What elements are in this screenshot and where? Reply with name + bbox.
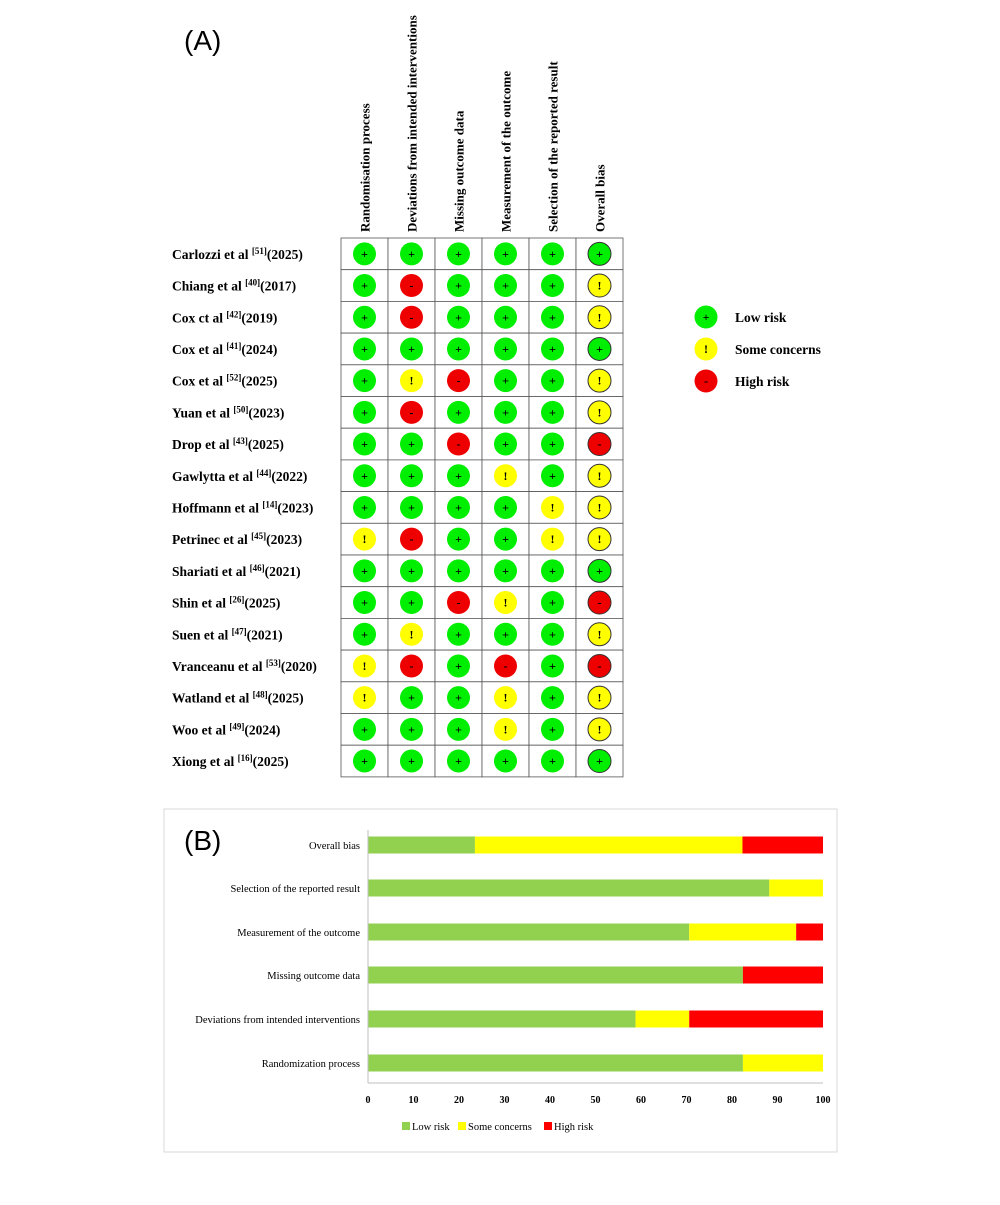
study-label: Drop et al [43](2025) [172, 436, 284, 453]
study-label: Gawlytta et al [44](2022) [172, 467, 308, 484]
rating-symbol: + [596, 563, 603, 578]
rating-symbol: + [408, 754, 415, 769]
rating-symbol: + [361, 722, 368, 737]
rating-symbol: + [361, 373, 368, 388]
rating-symbol: + [408, 722, 415, 737]
legend-swatch [458, 1122, 466, 1130]
rating-symbol: + [408, 468, 415, 483]
bar-segment [475, 837, 743, 854]
category-label: Missing outcome data [267, 971, 360, 982]
legend-label: Some concerns [468, 1122, 532, 1133]
rating-symbol: + [455, 658, 462, 673]
study-label: Cox et al [52](2025) [172, 372, 278, 389]
bar-segment [796, 924, 823, 941]
x-tick-label: 50 [590, 1095, 601, 1106]
rating-symbol: + [455, 278, 462, 293]
rating-symbol: ! [362, 690, 367, 705]
rating-symbol: + [549, 341, 556, 356]
x-tick-label: 80 [727, 1095, 737, 1106]
rating-symbol: + [502, 246, 509, 261]
study-label: Woo et al [49](2024) [172, 721, 281, 738]
rating-symbol: ! [550, 532, 555, 547]
category-label: Overall bias [308, 841, 360, 852]
study-label: Vranceanu et al [53](2020) [172, 657, 317, 674]
rating-symbol: + [549, 658, 556, 673]
chart-legend [402, 1122, 594, 1133]
rating-symbol: + [549, 373, 556, 388]
rating-symbol: + [502, 310, 509, 325]
rating-symbol: + [549, 437, 556, 452]
bar-segment [769, 880, 823, 897]
rating-symbol: ! [597, 278, 602, 293]
rating-symbol: + [361, 278, 368, 293]
rating-symbol: + [361, 468, 368, 483]
study-label: Cox ct al [42](2019) [172, 309, 278, 326]
rating-symbol: - [456, 595, 461, 610]
bar-segment [368, 924, 689, 941]
rating-symbol: ! [503, 722, 508, 737]
legend-label: Low risk [735, 310, 787, 325]
study-label: Petrinec et al [45](2023) [172, 531, 303, 548]
bar-segment [368, 837, 475, 854]
legend-label: Low risk [412, 1122, 450, 1133]
rating-symbol: + [549, 405, 556, 420]
rating-symbol: ! [597, 722, 602, 737]
rating-symbol: - [409, 310, 414, 325]
domain-header: Randomisation process [357, 103, 373, 232]
rating-symbol: + [455, 754, 462, 769]
domain-header: Deviations from intended interventions [404, 15, 420, 232]
rating-grid [341, 238, 623, 777]
x-tick-label: 60 [636, 1095, 646, 1106]
rating-symbol: ! [597, 405, 602, 420]
rating-symbol: + [502, 563, 509, 578]
rating-symbol: ! [597, 310, 602, 325]
rating-symbol: - [409, 405, 414, 420]
rating-symbol: + [549, 278, 556, 293]
rating-symbol: + [455, 246, 462, 261]
rating-symbol: + [455, 468, 462, 483]
x-tick-label: 40 [545, 1095, 555, 1106]
rating-symbol: + [361, 754, 368, 769]
rating-symbol: ! [597, 627, 602, 642]
rating-symbol: + [455, 563, 462, 578]
rating-symbol: + [502, 754, 509, 769]
rating-symbol: + [408, 246, 415, 261]
rating-symbol: + [361, 595, 368, 610]
study-label: Carlozzi et al [51](2025) [172, 245, 303, 262]
panel-a-label: (A) [184, 25, 222, 56]
legend-label: High risk [554, 1122, 594, 1133]
rating-symbol: + [361, 500, 368, 515]
rating-symbol: - [597, 658, 602, 673]
rating-symbol: - [409, 658, 414, 673]
rating-symbol: + [361, 627, 368, 642]
category-label: Measurement of the outcome [237, 928, 360, 939]
rating-symbol: + [502, 405, 509, 420]
rating-symbol: + [455, 690, 462, 705]
rating-symbol: + [361, 310, 368, 325]
bar-segment [689, 1011, 823, 1028]
rating-symbol: ! [550, 500, 555, 515]
x-tick-label: 30 [499, 1095, 510, 1106]
rating-symbol: ! [597, 373, 602, 388]
rating-symbol: + [502, 627, 509, 642]
rating-symbol: + [408, 500, 415, 515]
domain-header: Measurement of the outcome [498, 70, 514, 232]
domain-header: Overall bias [592, 164, 608, 232]
rating-symbol: + [361, 246, 368, 261]
legend-label: Some concerns [735, 342, 821, 357]
rating-symbol: + [549, 468, 556, 483]
study-label: Suen et al [47](2021) [172, 626, 283, 643]
category-label: Deviations from intended interventions [195, 1015, 360, 1026]
category-label: Selection of the reported result [230, 884, 360, 895]
rating-symbol: ! [362, 658, 367, 673]
rating-symbol: + [596, 341, 603, 356]
bar-segment [636, 1011, 690, 1028]
rating-symbol: + [502, 437, 509, 452]
legend-symbol: - [704, 374, 708, 388]
rating-symbol: ! [409, 627, 414, 642]
study-label: Shariati et al [46](2021) [172, 562, 301, 579]
domain-headers [358, 15, 608, 232]
rating-symbol: + [361, 437, 368, 452]
rating-symbol: + [455, 405, 462, 420]
bar-segment [689, 924, 796, 941]
study-label: Chiang et al [40](2017) [172, 277, 297, 294]
bar-segment [368, 967, 743, 984]
rating-symbol: ! [597, 690, 602, 705]
rating-symbol: - [409, 278, 414, 293]
rating-symbol: + [502, 341, 509, 356]
rating-symbol: - [597, 595, 602, 610]
rating-symbol: + [549, 690, 556, 705]
bar-segment [742, 837, 823, 854]
rating-symbol: + [549, 627, 556, 642]
rating-symbol: + [549, 563, 556, 578]
study-labels [172, 246, 317, 769]
rating-symbol: + [361, 341, 368, 356]
rating-symbol: + [596, 246, 603, 261]
bar-segment [368, 880, 769, 897]
bar-segment [368, 1011, 636, 1028]
study-label: Watland et al [48](2025) [172, 689, 304, 706]
rating-symbol: ! [597, 468, 602, 483]
bar-segment [743, 1055, 823, 1072]
study-label: Cox et al [41](2024) [172, 340, 278, 357]
study-label: Xiong et al [16](2025) [172, 753, 289, 770]
rating-symbol: ! [362, 532, 367, 547]
rating-symbol: - [456, 437, 461, 452]
rating-symbol: - [503, 658, 508, 673]
rating-symbol: + [455, 341, 462, 356]
rating-symbol: + [502, 278, 509, 293]
legend-label: High risk [735, 374, 790, 389]
rating-symbol: + [502, 500, 509, 515]
rating-symbol: ! [409, 373, 414, 388]
x-tick-label: 20 [454, 1095, 464, 1106]
rating-symbol: + [455, 722, 462, 737]
rating-symbol: - [597, 437, 602, 452]
x-tick-label: 70 [681, 1095, 692, 1106]
rating-symbol: + [361, 405, 368, 420]
x-tick-label: 90 [772, 1095, 783, 1106]
x-tick-label: 100 [815, 1095, 831, 1106]
rating-symbol: + [549, 246, 556, 261]
rating-symbol: + [549, 595, 556, 610]
rating-symbol: ! [503, 690, 508, 705]
rating-symbol: + [455, 500, 462, 515]
rating-symbol: + [408, 563, 415, 578]
legend-swatch [402, 1122, 410, 1130]
rating-symbol: + [549, 722, 556, 737]
rating-symbol: + [455, 627, 462, 642]
legend-symbol: ! [704, 342, 708, 356]
rating-symbol: + [408, 437, 415, 452]
domain-header: Missing outcome data [451, 110, 467, 232]
rating-symbol: + [361, 563, 368, 578]
legend-symbol: + [702, 310, 710, 324]
rating-symbol: + [549, 754, 556, 769]
study-label: Yuan et al [50](2023) [172, 404, 285, 421]
rating-symbol: ! [503, 595, 508, 610]
rating-symbol: ! [597, 532, 602, 547]
x-tick-label: 0 [365, 1095, 371, 1106]
risk-of-bias-summary-panel [0, 800, 1000, 1200]
rating-symbol: - [409, 532, 414, 547]
bar-segment [368, 1055, 743, 1072]
panel-b-label: (B) [184, 825, 222, 856]
study-label: Hoffmann et al [14](2023) [172, 499, 314, 516]
rating-symbol: - [456, 373, 461, 388]
rating-symbol: + [502, 373, 509, 388]
summary-bar-chart [0, 800, 1000, 1200]
rating-symbol: ! [503, 468, 508, 483]
study-label: Shin et al [26](2025) [172, 594, 281, 611]
rating-symbol: + [455, 532, 462, 547]
rating-symbol: ! [597, 500, 602, 515]
rating-symbol: + [455, 310, 462, 325]
domain-header: Selection of the reported result [545, 61, 561, 232]
rating-symbol: + [549, 310, 556, 325]
bar-segment [743, 967, 823, 984]
rating-symbol: + [596, 754, 603, 769]
rating-symbol: + [408, 341, 415, 356]
x-tick-label: 10 [408, 1095, 419, 1106]
rating-symbol: + [408, 595, 415, 610]
rating-legend [695, 306, 821, 393]
rating-symbol: + [502, 532, 509, 547]
category-label: Randomization process [261, 1059, 360, 1070]
rating-symbol: + [408, 690, 415, 705]
legend-swatch [544, 1122, 552, 1130]
